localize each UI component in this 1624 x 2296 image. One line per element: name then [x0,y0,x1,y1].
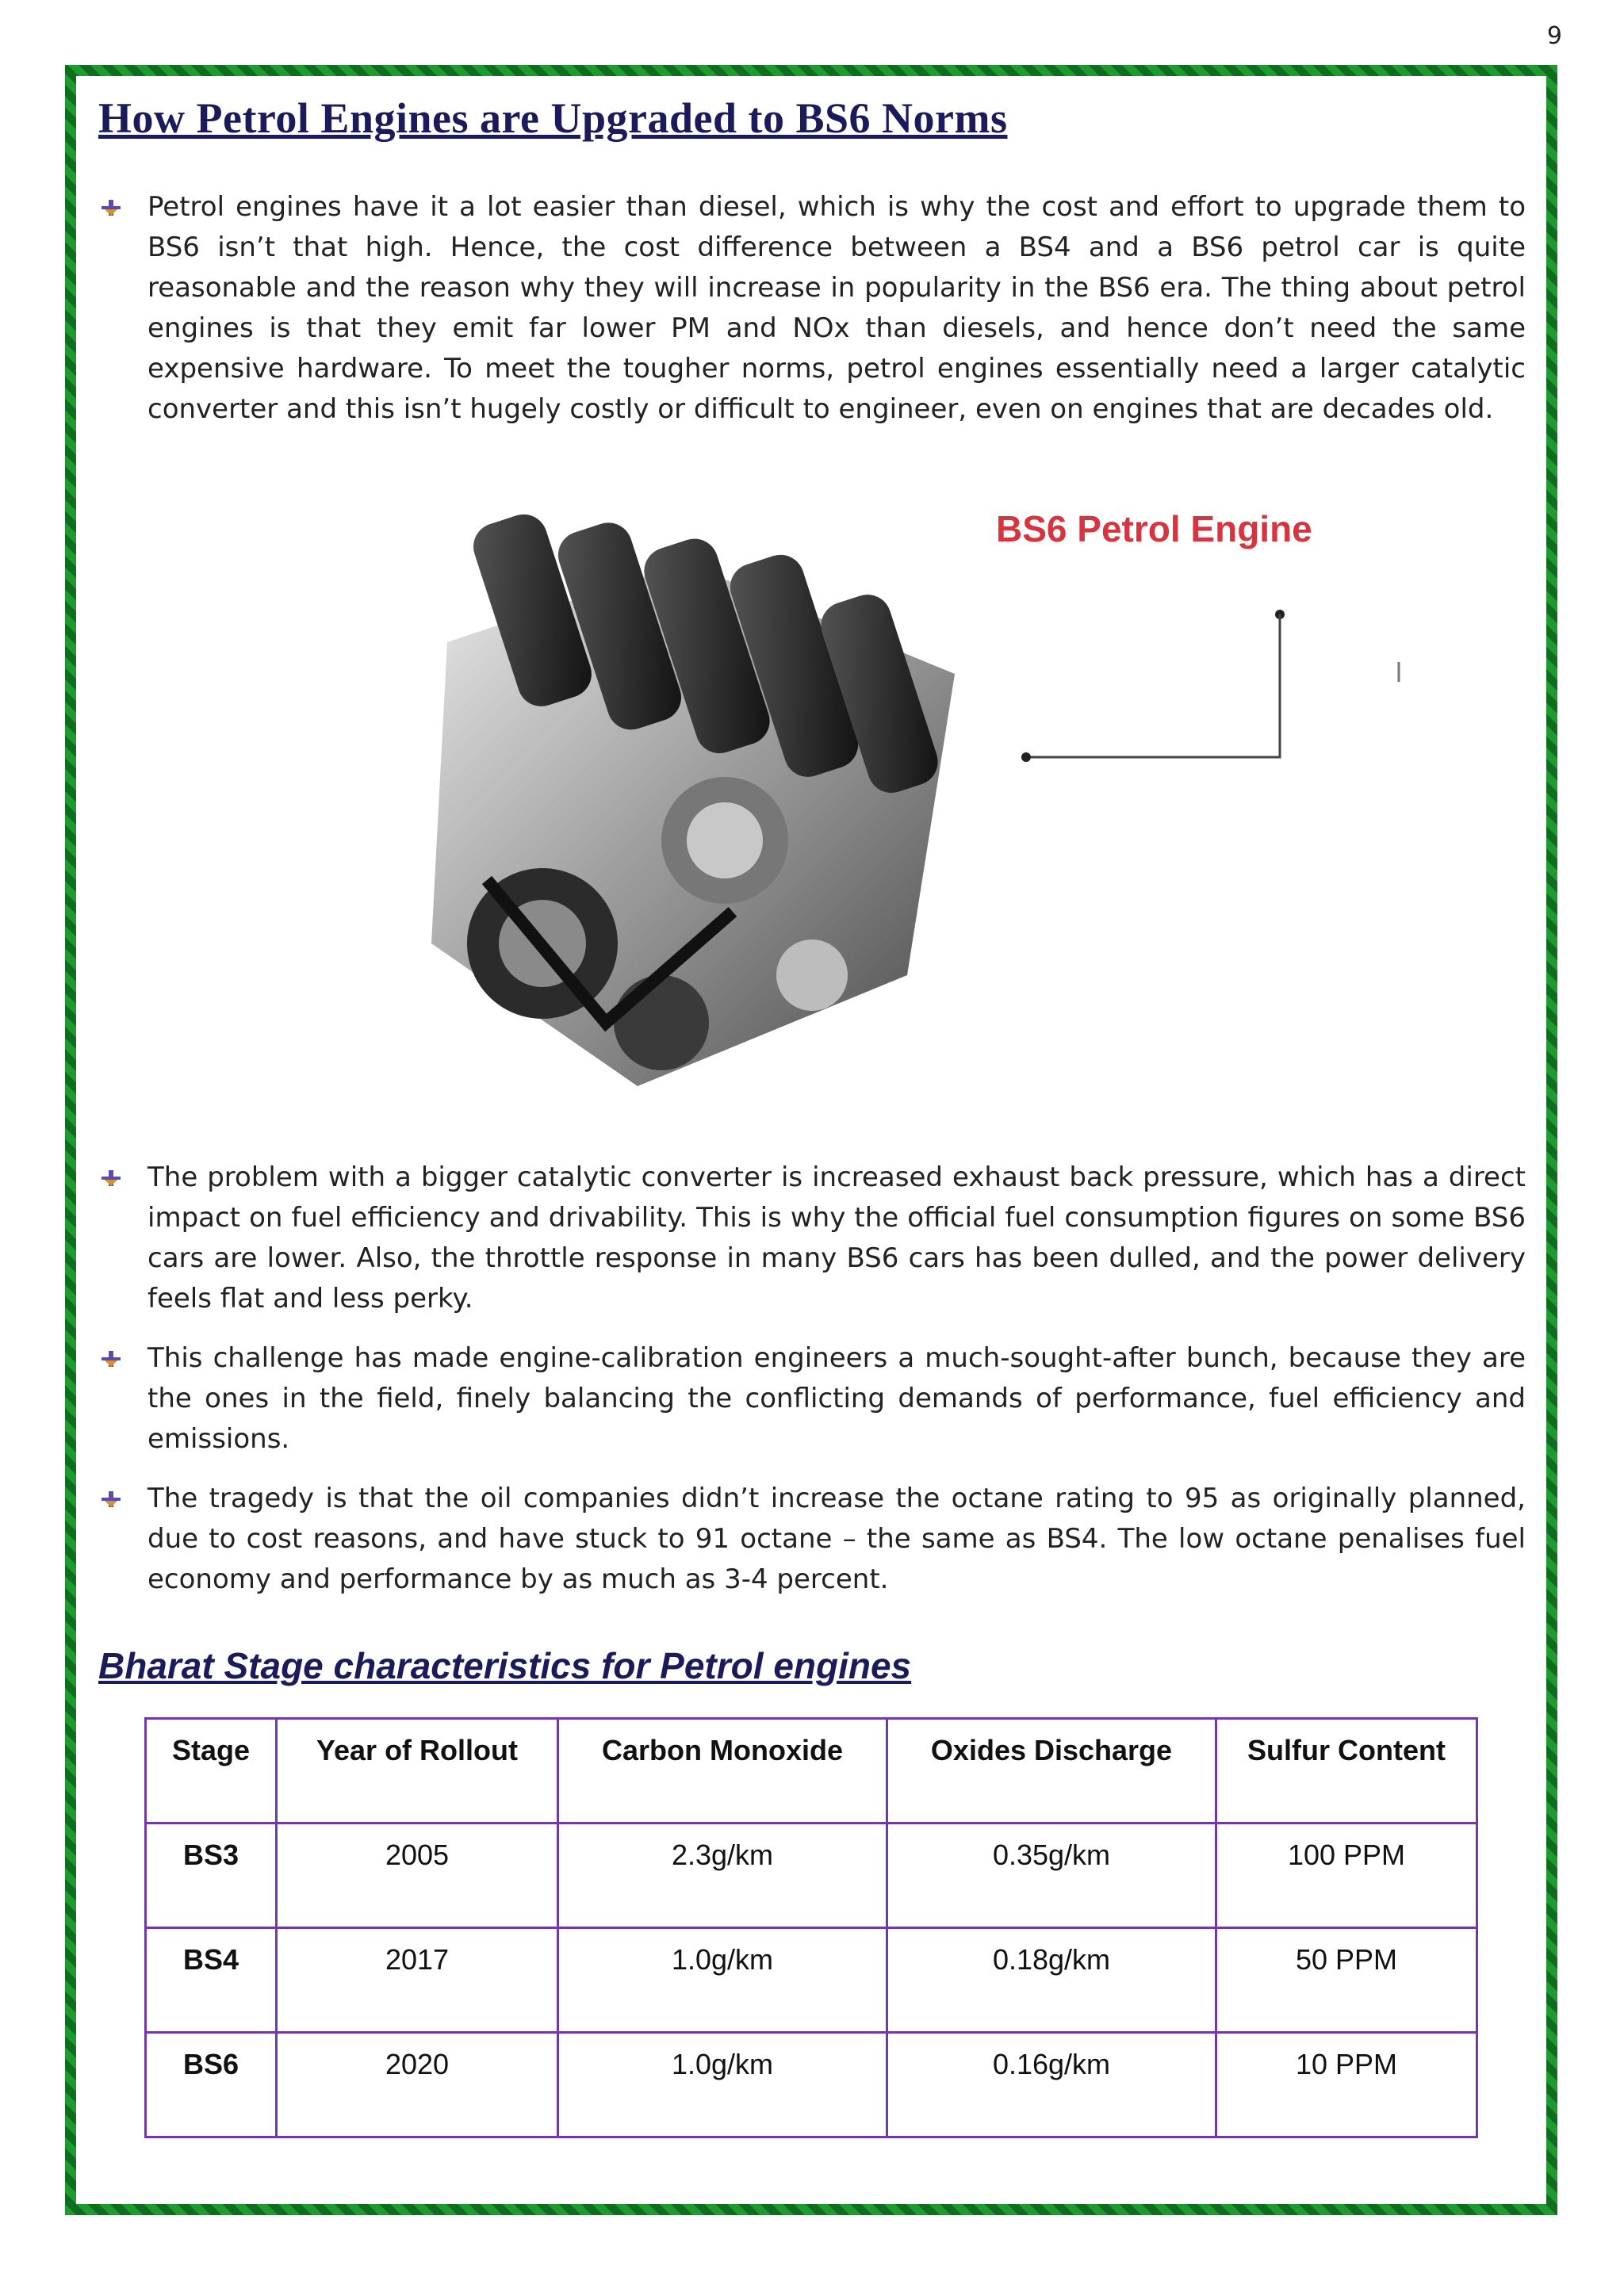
paragraph-text: The problem with a bigger catalytic converter is increased exhaust back pressure, which has a direct impact on fuel efficiency and drivability. This is why the official fuel consumption figures on some BS6 cars are lower. Also, the throttle response in many BS6 cars has been dulled, and the power delivery feels flat and less perky. [147,1161,1526,1314]
cell-sulfur-content: 100 PPM [1216,1823,1477,1928]
table-row [146,1928,1477,2033]
bullet-paragraph [98,1479,1526,1600]
bullet-paragraph [98,187,1526,430]
table-row [146,2033,1477,2137]
cell-stage: BS6 [146,2033,277,2137]
header-oxides-discharge: Oxides Discharge [887,1719,1216,1823]
engine-figure [400,468,1431,1118]
page-title: How Petrol Engines are Upgraded to BS6 Norms [98,94,1008,142]
cell-carbon-monoxide: 1.0g/km [558,1928,887,2033]
page-number: 9 [1546,22,1562,50]
page-content [98,94,1526,2138]
cell-carbon-monoxide: 2.3g/km [558,1823,887,1928]
paragraph-text: The tragedy is that the oil companies didn’t increase the octane rating to 95 as originally planned, due to cost reasons, and have stuck to 91 octane – the same as BS4. The low octane penalises fuel economy and performance by as much as 3-4 percent. [147,1483,1526,1595]
header-year: Year of Rollout [277,1719,558,1823]
cell-oxides-discharge: 0.18g/km [887,1928,1216,2033]
cell-carbon-monoxide: 1.0g/km [558,2033,887,2137]
cell-oxides-discharge: 0.16g/km [887,2033,1216,2137]
bullet-arrow-icon [98,198,124,217]
bullet-paragraph [98,1338,1526,1460]
bullet-arrow-icon [98,1169,124,1188]
bullet-arrow-icon [98,1490,124,1509]
table-heading: Bharat Stage characteristics for Petrol engines [98,1645,912,1686]
cell-year: 2017 [277,1928,558,2033]
caption-leader-line [400,468,1431,1118]
header-stage: Stage [146,1719,277,1823]
table-row [146,1823,1477,1928]
cell-stage: BS4 [146,1928,277,2033]
cell-sulfur-content: 10 PPM [1216,2033,1477,2137]
cell-year: 2020 [277,2033,558,2137]
cell-stage: BS3 [146,1823,277,1928]
table-header-row [146,1719,1477,1823]
paragraph-text: This challenge has made engine-calibration engineers a much-sought-after bunch, because they are the ones in the field, finely balancing the conflicting demands of performance, fuel efficiency and emissions. [147,1342,1526,1455]
engine-caption: BS6 Petrol Engine [996,508,1312,549]
header-carbon-monoxide: Carbon Monoxide [558,1719,887,1823]
paragraph-text: Petrol engines have it a lot easier than diesel, which is why the cost and effort to upgrade them to BS6 isn’t that high. Hence, the cost difference between a BS4 and a BS6 petrol car is quite reasonable and the reason why they will increase in popularity in the BS6 era. The thing about petrol engines is that they emit far lower PM and NOx than diesels, and hence don’t need the same expensive hardware. To meet the tougher norms, petrol engines essentially need a larger catalytic converter and this isn’t hugely costly or difficult to engineer, even on engines that are decades old. [147,191,1526,425]
cell-oxides-discharge: 0.35g/km [887,1823,1216,1928]
cell-sulfur-content: 50 PPM [1216,1928,1477,2033]
header-sulfur-content: Sulfur Content [1216,1719,1477,1823]
bullet-arrow-icon [98,1349,124,1368]
bullet-paragraph [98,1158,1526,1319]
bharat-stage-table [144,1717,1478,2138]
cell-year: 2005 [277,1823,558,1928]
